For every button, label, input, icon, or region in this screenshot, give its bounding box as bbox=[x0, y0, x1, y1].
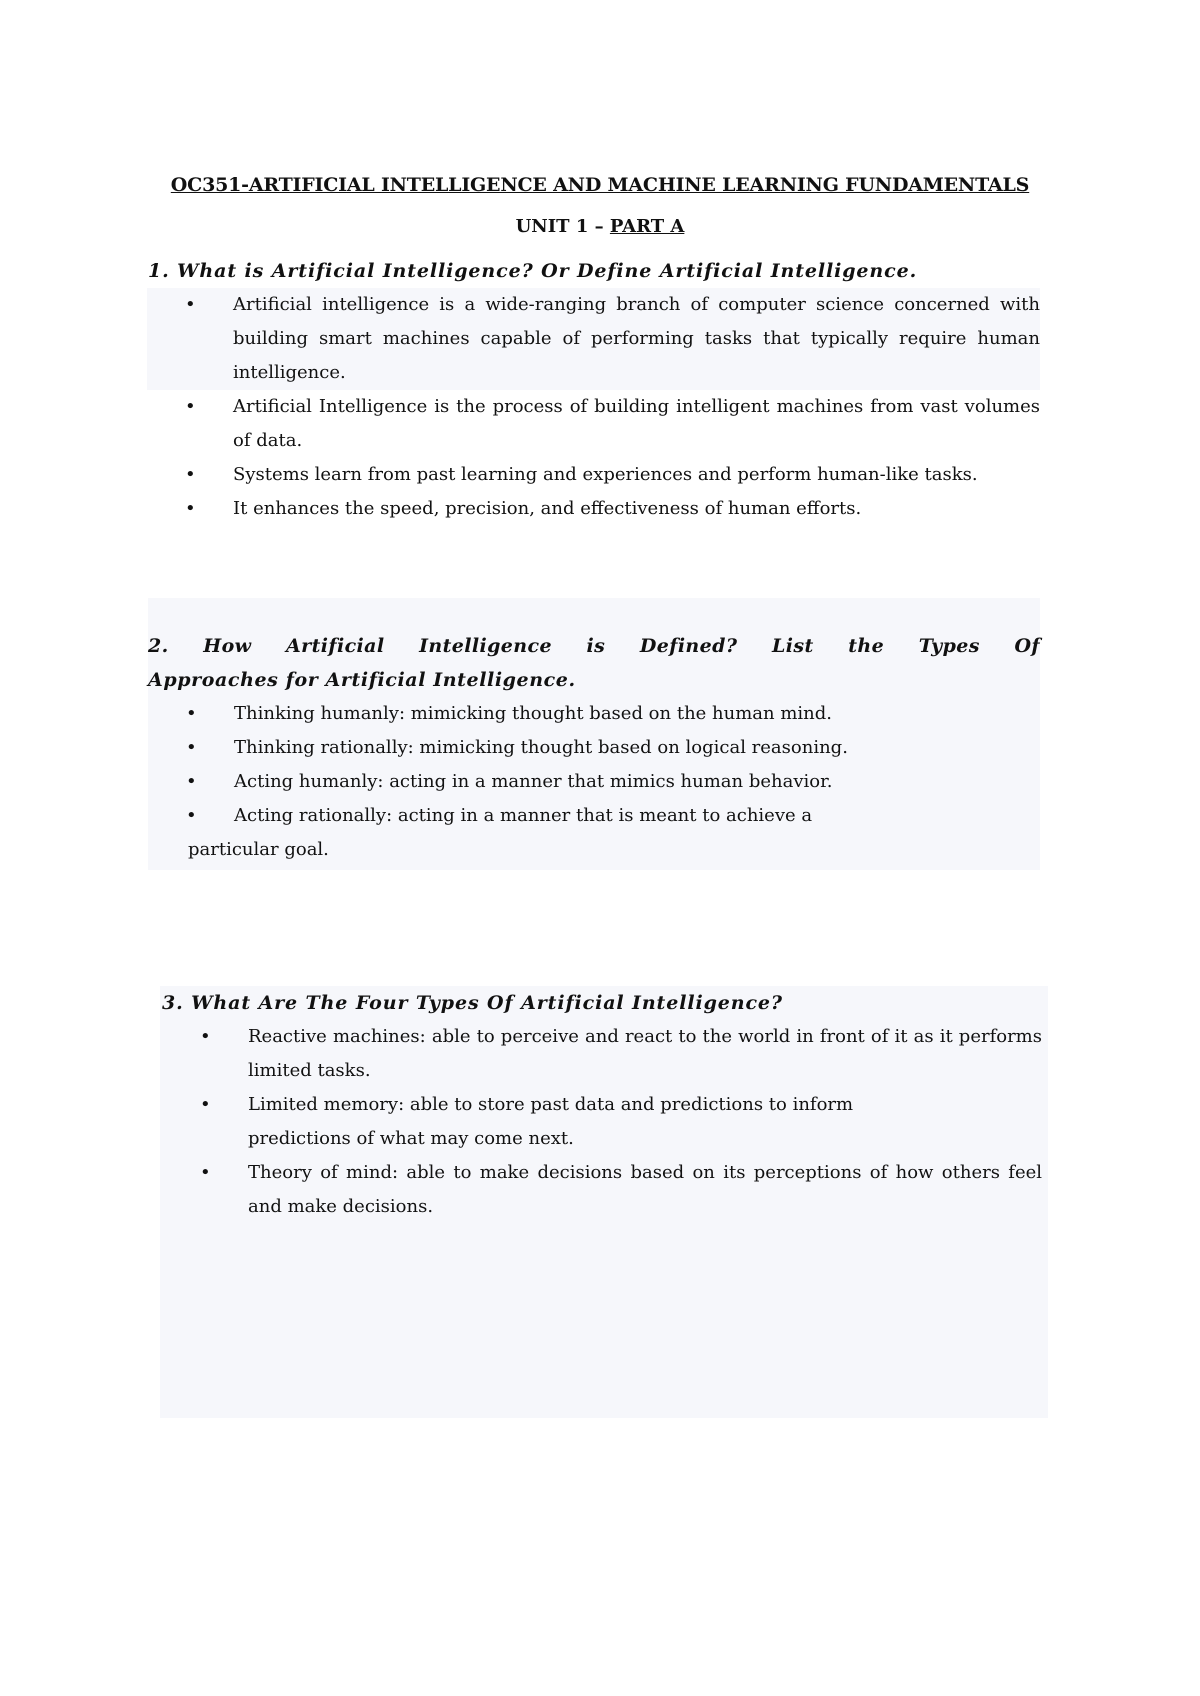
bullet-dot-icon: • bbox=[185, 294, 196, 315]
list-item bbox=[147, 458, 1040, 492]
list-item-line2: particular goal. bbox=[188, 839, 329, 860]
list-item-text: Acting humanly: acting in a manner that mimics human behavior. bbox=[234, 771, 833, 792]
unit-heading bbox=[0, 216, 1200, 237]
list-item-text: It enhances the speed, precision, and effectiveness of human efforts. bbox=[233, 498, 862, 519]
question-2-content bbox=[148, 598, 1040, 867]
bullet-dot-icon: • bbox=[186, 805, 197, 826]
list-item bbox=[147, 492, 1040, 526]
unit-part: PART A bbox=[609, 216, 685, 237]
question-2-block bbox=[148, 598, 1040, 870]
question-2-bullets bbox=[148, 697, 1040, 867]
bullet-dot-icon: • bbox=[200, 1026, 211, 1047]
bullet-dot-icon: • bbox=[186, 737, 197, 758]
list-item bbox=[148, 799, 1040, 867]
bullet-dot-icon: • bbox=[185, 396, 196, 417]
question-3-heading: 3. What Are The Four Types Of Artificial Intelligence? bbox=[162, 992, 783, 1014]
list-item-text: Artificial Intelligence is the process of building intelligent machines from vast volumes of data. bbox=[233, 396, 1040, 451]
list-item bbox=[147, 390, 1040, 458]
list-item bbox=[148, 765, 1040, 799]
question-3-content bbox=[160, 986, 1048, 1224]
bullet-dot-icon: • bbox=[200, 1162, 211, 1183]
list-item bbox=[148, 731, 1040, 765]
list-item-text: Theory of mind: able to make decisions based on its perceptions of how others feel and make decisions. bbox=[248, 1162, 1042, 1217]
question-3-block bbox=[160, 986, 1048, 1418]
list-item-text: Systems learn from past learning and experiences and perform human-like tasks. bbox=[233, 464, 978, 485]
list-item bbox=[162, 1156, 1042, 1224]
list-item bbox=[148, 697, 1040, 731]
question-2-heading-line2: Approaches for Artificial Intelligence. bbox=[148, 669, 576, 691]
bullet-dot-icon: • bbox=[186, 703, 197, 724]
bullet-dot-icon: • bbox=[186, 771, 197, 792]
question-1-heading: 1. What is Artificial Intelligence? Or Define Artificial Intelligence. bbox=[148, 260, 918, 282]
list-item-text: Acting rationally: acting in a manner that is meant to achieve a bbox=[234, 805, 813, 826]
question-1-block bbox=[148, 254, 1040, 526]
list-item-text: Artificial intelligence is a wide-ranging branch of computer science concerned with building smart machines capable of performing tasks that typically require human intelligence. bbox=[233, 294, 1040, 383]
bullet-dot-icon: • bbox=[185, 498, 196, 519]
document-title: OC351-ARTIFICIAL INTELLIGENCE AND MACHINE LEARNING FUNDAMENTALS bbox=[170, 174, 1030, 196]
list-item-text: Thinking rationally: mimicking thought based on logical reasoning. bbox=[234, 737, 848, 758]
question-2-heading-line1: 2. How Artificial Intelligence is Defined? List the Types Of bbox=[148, 635, 1040, 657]
question-1-bullets bbox=[147, 288, 1040, 526]
list-item-text: Limited memory: able to store past data and predictions to inform predictions of what may come next. bbox=[248, 1094, 854, 1149]
bullet-dot-icon: • bbox=[185, 464, 196, 485]
list-item-line1 bbox=[148, 799, 1040, 833]
list-item-text: Reactive machines: able to perceive and react to the world in front of it as it performs limited tasks. bbox=[248, 1026, 1042, 1081]
list-item bbox=[162, 1088, 1042, 1156]
list-item-text: Thinking humanly: mimicking thought based on the human mind. bbox=[234, 703, 832, 724]
list-item bbox=[147, 288, 1040, 390]
bullet-dot-icon: • bbox=[200, 1094, 211, 1115]
list-item bbox=[162, 1020, 1042, 1088]
unit-prefix: UNIT 1 – bbox=[515, 216, 610, 237]
question-3-bullets bbox=[162, 1020, 1048, 1224]
